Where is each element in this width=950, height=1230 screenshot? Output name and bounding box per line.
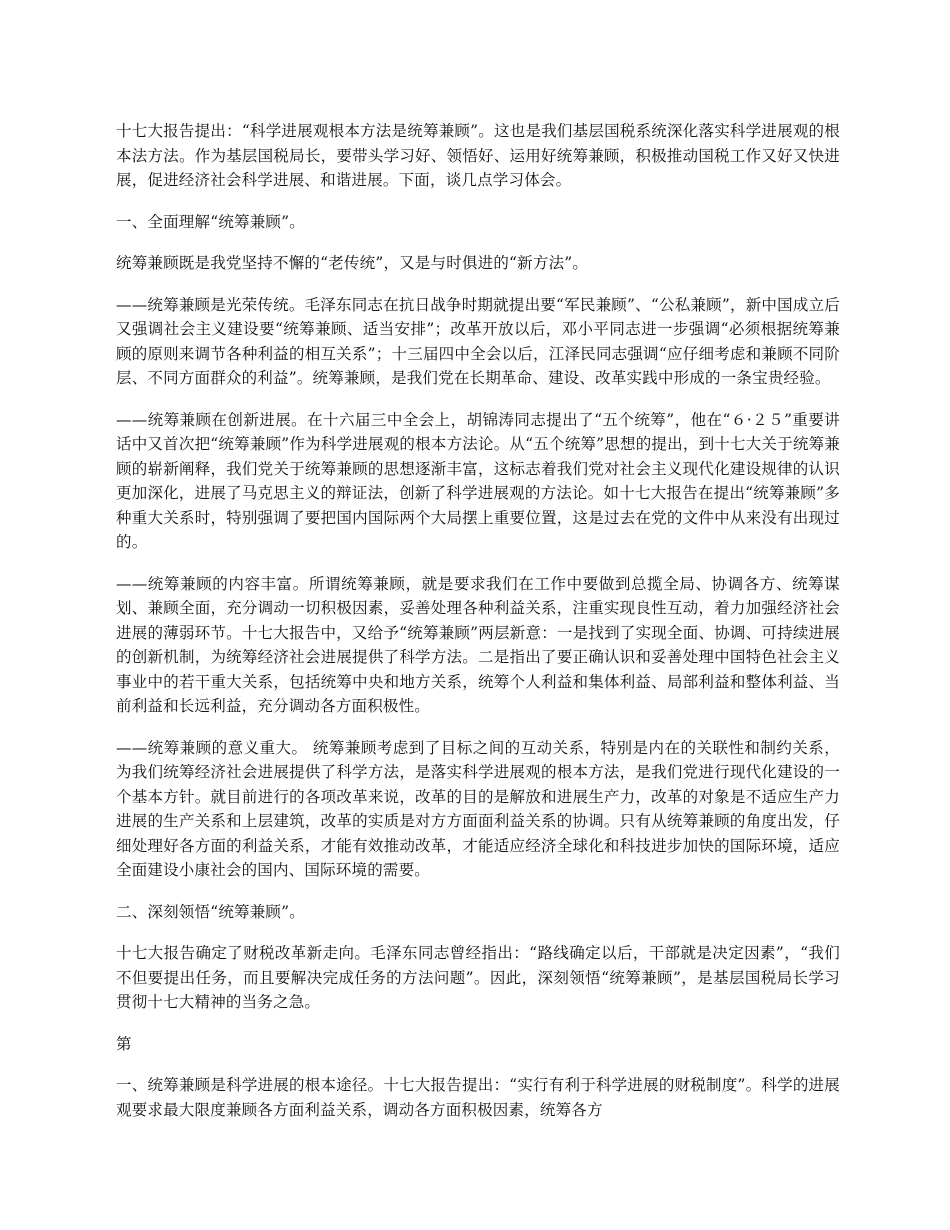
paragraph-fiscal-reform: 十七大报告确定了财税改革新走向。毛泽东同志曾经指出：“路线确定以后，干部就是决定因素”，“我们不但要提出任务，而且要解决完成任务的方法问题”。因此，深刻领悟“统筹兼顾”，是基层国税局长学习贯彻十七大精神的当务之急。	[116, 944, 840, 1011]
paragraph-glorious-tradition: ——统筹兼顾是光荣传统。毛泽东同志在抗日战争时期就提出要“军民兼顾”、“公私兼顾”，新中国成立后又强调社会主义建设要“统筹兼顾、适当安排”；改革开放以后，邓小平同志进一步强调“必须根据统筹兼顾的原则来调节各种利益的相互关系”；十三届四中全会以后，江泽民同志强调“应仔细考虑和兼顾不同阶层、不同方面群众的利益”。统筹兼顾，是我们党在长期革命、建设、改革实践中形成的一条宝贵经验。	[116, 295, 840, 387]
paragraph-fundamental-path: 一、统筹兼顾是科学进展的根本途径。十七大报告提出：“实行有利于科学进展的财税制度”。科学的进展观要求最大限度兼顾各方面利益关系，调动各方面积极因素，统筹各方	[116, 1076, 840, 1119]
paragraph-significance: ——统筹兼顾的意义重大。 统筹兼顾考虑到了目标之间的互动关系，特别是内在的关联性和制约关系，为我们统筹经济社会进展提供了科学方法，是落实科学进展观的根本方法，是我们党进行现代化建设的一个基本方针。就目前进行的各项改革来说，改革的目的是解放和进展生产力，改革的对象是不适应生产力进展的生产关系和上层建筑，改革的实质是对方方面面利益关系的协调。只有从统筹兼顾的角度出发，仔细处理好各方面的利益关系，才能有效推动改革，才能适应经济全球化和科技进步加快的国际环境，适应全面建设小康社会的国内、国际环境的需要。	[116, 738, 840, 879]
paragraph-summary: 统筹兼顾既是我党坚持不懈的“老传统”，又是与时俱进的“新方法”。	[116, 254, 589, 272]
document-body	[116, 119, 840, 1139]
section-heading-1: 一、全面理解“统筹兼顾”。	[116, 212, 305, 231]
paragraph-intro: 十七大报告提出：“科学进展观根本方法是统筹兼顾”。这也是我们基层国税系统深化落实科学进展观的根本法方法。作为基层国税局长，要带头学习好、领悟好、运用好统筹兼顾，积极推动国税工作又好又快进展，促进经济社会科学进展、和谐进展。下面，谈几点学习体会。	[116, 122, 840, 189]
section-heading-2: 二、深刻领悟“统筹兼顾”。	[116, 902, 305, 921]
paragraph-innovation: ——统筹兼顾在创新进展。在十六届三中全会上，胡锦涛同志提出了“五个统筹”，他在“６·２５”重要讲话中又首次把“统筹兼顾”作为科学进展观的根本方法论。从“五个统筹”思想的提出，到十七大关于统筹兼顾的崭新阐释，我们党关于统筹兼顾的思想逐渐丰富，这标志着我们党对社会主义现代化建设规律的认识更加深化，进展了马克思主义的辩证法，创新了科学进展观的方法论。如十七大报告在提出“统筹兼顾”多种重大关系时，特别强调了要把国内国际两个大局摆上重要位置，这是过去在党的文件中从来没有出现过的。	[116, 410, 840, 551]
paragraph-fragment: 第	[116, 1034, 132, 1053]
paragraph-rich-content: ——统筹兼顾的内容丰富。所谓统筹兼顾，就是要求我们在工作中要做到总揽全局、协调各方、统筹谋划、兼顾全面，充分调动一切积极因素，妥善处理各种利益关系，注重实现良性互动，着力加强经济社会进展的薄弱环节。十七大报告中，又给予“统筹兼顾”两层新意：一是找到了实现全面、协调、可持续进展的创新机制，为统筹经济社会进展提供了科学方法。二是指出了要正确认识和妥善处理中国特色社会主义事业中的若干重大关系，包括统筹中央和地方关系，统筹个人利益和集体利益、局部利益和整体利益、当前利益和长远利益，充分调动各方面积极性。	[116, 574, 840, 715]
